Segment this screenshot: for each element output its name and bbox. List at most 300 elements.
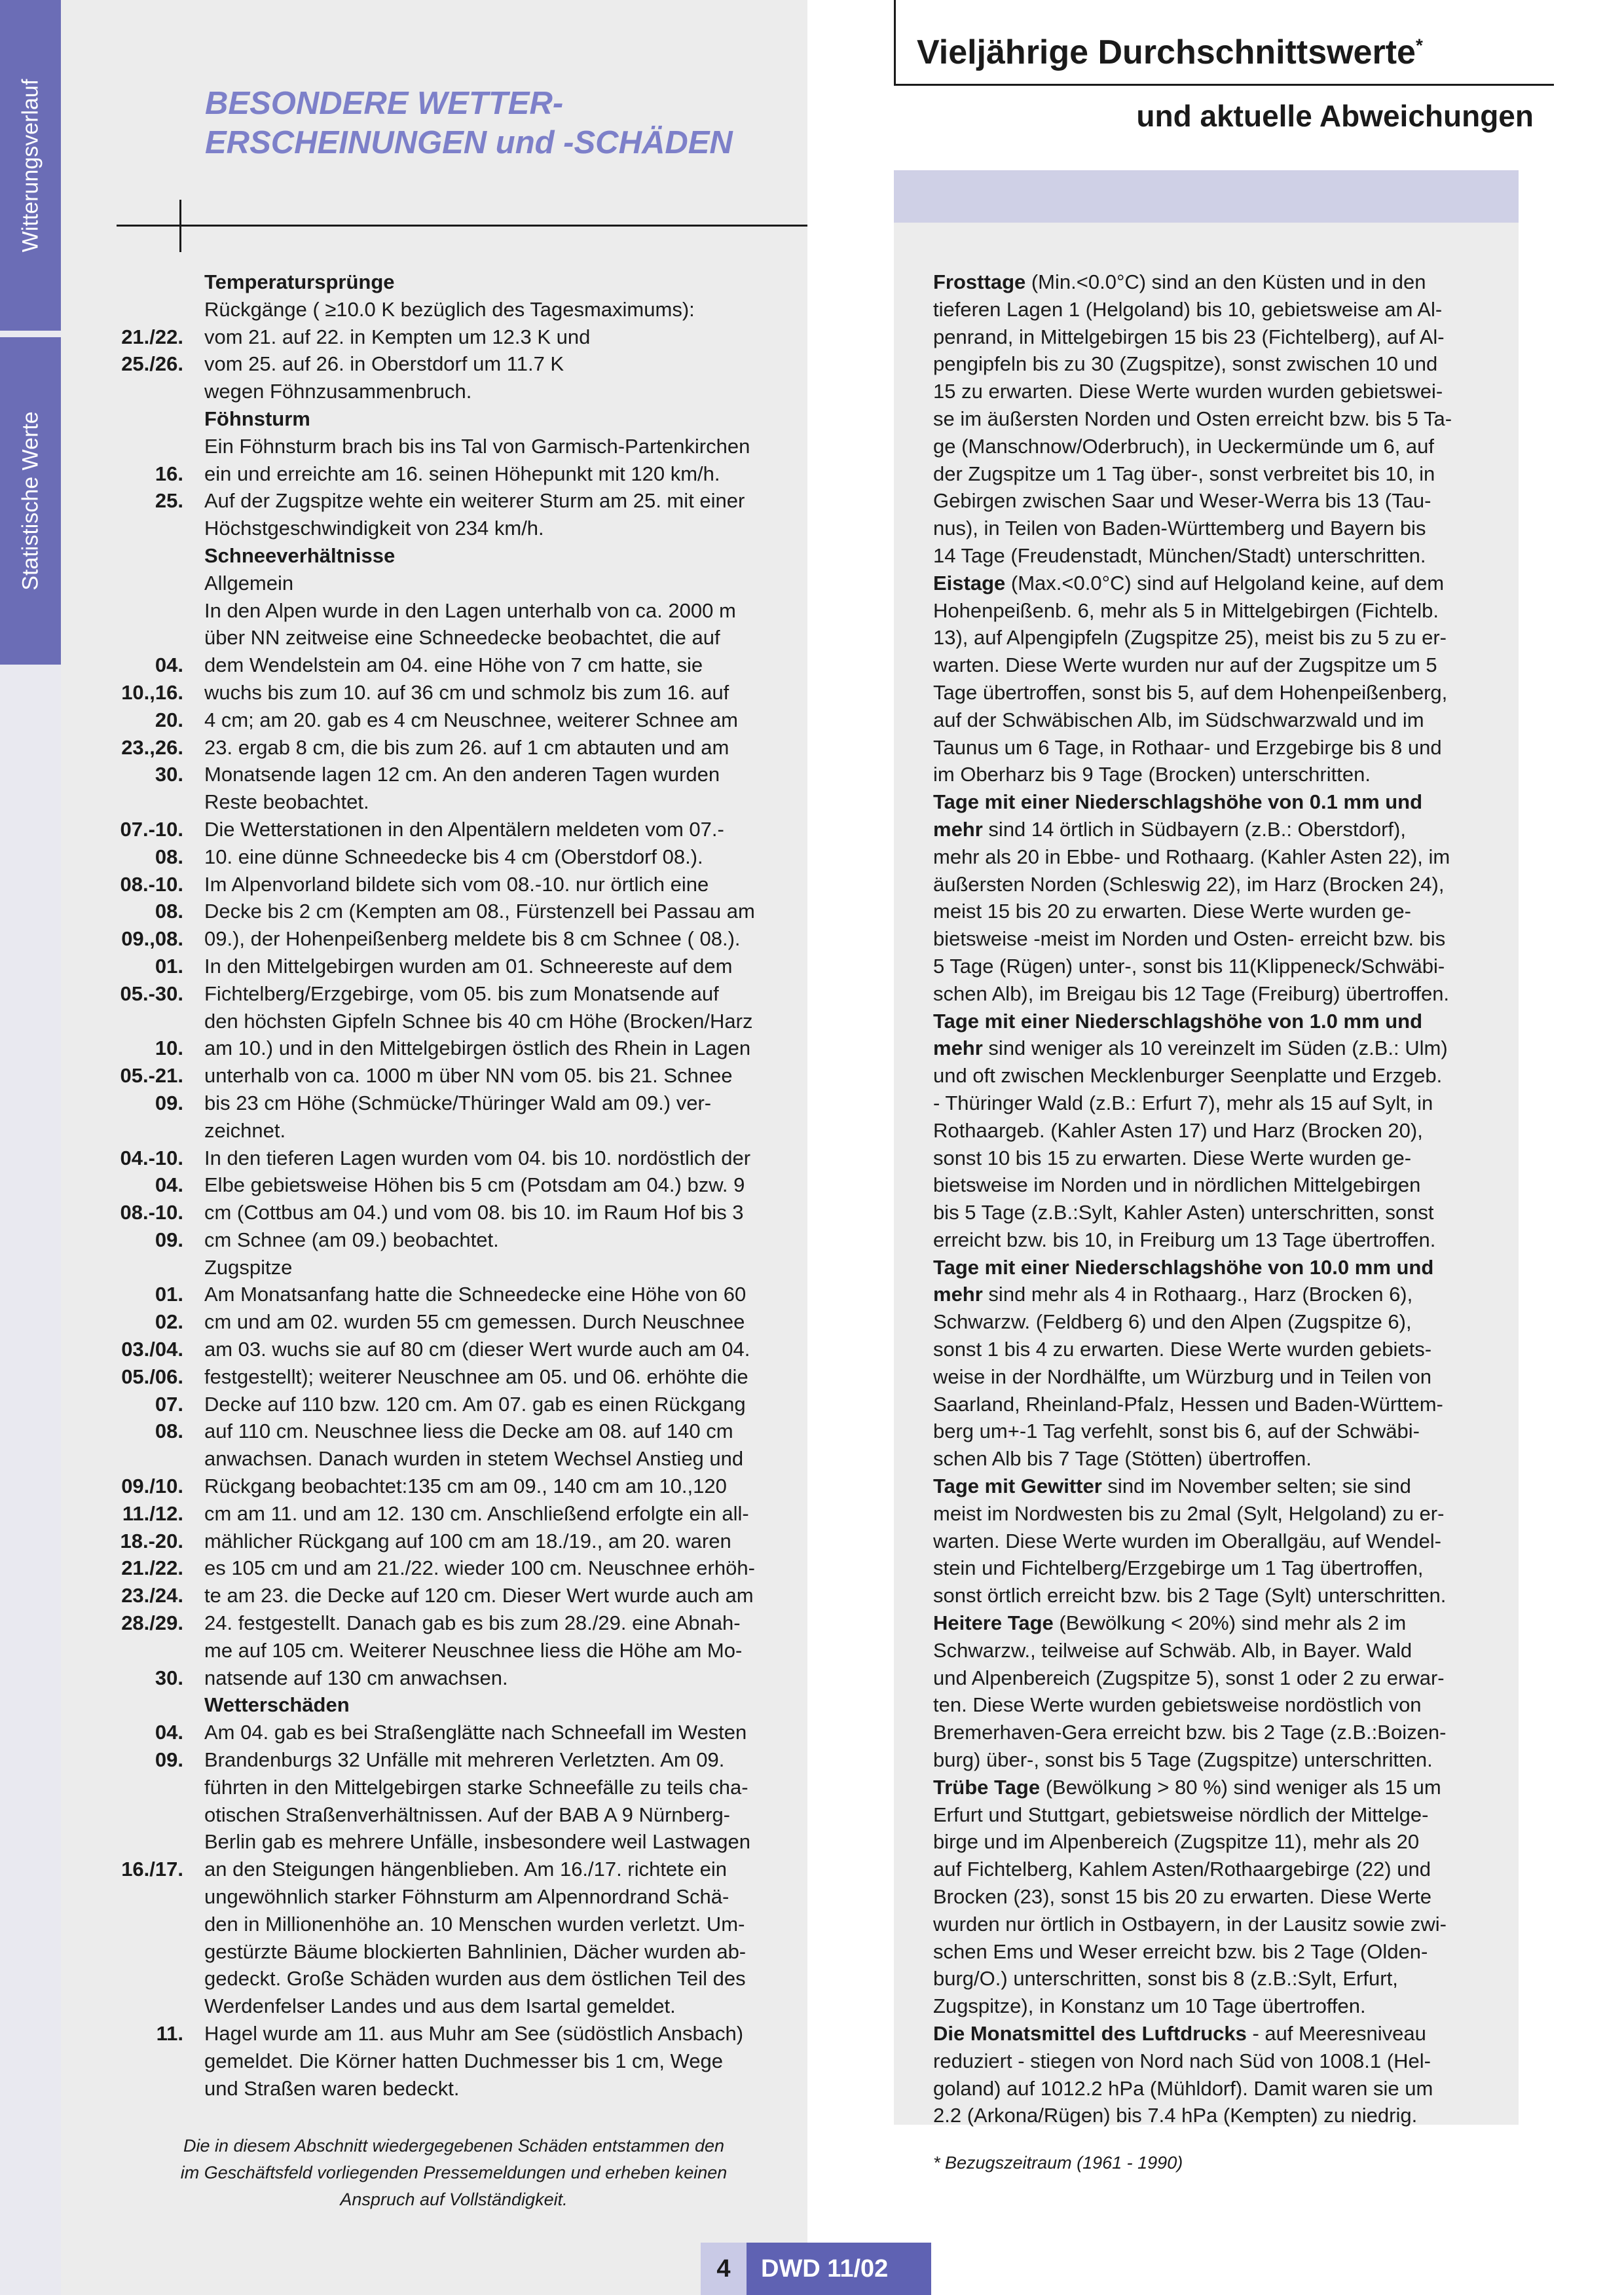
event-date: 03./04.	[121, 1338, 183, 1361]
text-line	[933, 433, 1509, 460]
event-date	[98, 433, 183, 460]
subheading: Schneeverhältnisse	[204, 543, 396, 567]
term-heading: Die Monatsmittel des Luftdrucks	[933, 2022, 1247, 2045]
event-text: Rückgang beobachtet:135 cm am 09., 140 cm am 10.,120	[204, 1475, 727, 1498]
text-segment: (Min.<0.0°C) sind an den Küsten und in den	[1025, 270, 1426, 293]
event-row	[98, 652, 807, 679]
event-text: am 03. wuchs sie auf 80 cm (dieser Wert wurde auch am 04.	[204, 1338, 750, 1361]
event-date: 09.	[155, 1228, 183, 1251]
subheading: Temperatursprünge	[204, 270, 395, 293]
text-line	[933, 1363, 1509, 1391]
term-heading: mehr	[933, 817, 983, 841]
text-segment: weise in der Nordhälfte, um Würzburg und in Teilen von	[933, 1365, 1432, 1388]
text-segment: äußersten Norden (Schleswig 22), im Harz (Brocken 24),	[933, 872, 1445, 896]
event-date	[98, 1691, 183, 1719]
event-text: Berlin gab es mehrere Unfälle, insbesondere weil Lastwagen	[204, 1830, 751, 1854]
section-rule	[117, 225, 807, 227]
event-date: 11./12.	[122, 1501, 183, 1525]
event-row	[98, 1528, 807, 1555]
term-heading: Eistage	[933, 571, 1006, 595]
long-term-averages-text	[933, 268, 1509, 2129]
term-heading: Tage mit Gewitter	[933, 1475, 1102, 1498]
event-row	[98, 1911, 807, 1938]
text-segment: Erfurt und Stuttgart, gebietsweise nördlich der Mittelge-	[933, 1803, 1429, 1826]
text-line	[933, 925, 1509, 953]
event-text: te am 23. die Decke auf 120 cm. Dieser Wert wurde auch am	[204, 1584, 754, 1607]
text-segment: und Alpenbereich (Zugspitze 5), sonst 1 oder 2 zu erwar-	[933, 1666, 1445, 1689]
text-segment: stein und Fichtelberg/Erzgebirge um 1 Tag übertroffen,	[933, 1556, 1424, 1580]
event-row	[98, 1254, 807, 1281]
event-row	[98, 323, 807, 351]
text-line	[933, 2075, 1509, 2102]
text-segment: und oft zwischen Mecklenburger Seenplatte und Erzgeb.	[933, 1064, 1443, 1088]
text-line	[933, 2102, 1509, 2129]
text-line	[933, 1582, 1509, 1609]
text-line	[933, 898, 1509, 925]
event-text: gemeldet. Die Körner hatten Duchmesser bis 1 cm, Wege	[204, 2049, 724, 2072]
event-text: 24. festgestellt. Danach gab es bis zum 28./29. eine Abnah-	[204, 1611, 741, 1635]
text-line	[933, 1828, 1509, 1856]
event-row	[98, 487, 807, 515]
event-row	[98, 1199, 807, 1226]
text-line	[933, 1199, 1509, 1226]
text-line	[933, 1171, 1509, 1199]
text-line	[933, 2047, 1509, 2075]
event-date	[98, 1911, 183, 1938]
text-segment: - auf Meeresniveau	[1246, 2022, 1426, 2045]
event-row	[98, 1117, 807, 1145]
event-text: und Straßen waren bedeckt.	[204, 2076, 460, 2100]
text-segment: sind 14 örtlich in Südbayern (z.B.: Oberstdorf),	[982, 817, 1406, 841]
event-text: dem Wendelstein am 04. eine Höhe von 7 cm hatte, sie	[204, 653, 703, 677]
event-row	[98, 570, 807, 597]
event-text: auf 110 cm. Neuschnee liess die Decke am 08. auf 140 cm	[204, 1420, 733, 1443]
text-segment: ge (Manschnow/Oderbruch), in Ueckermünde um 6, auf	[933, 434, 1435, 458]
text-segment: 13), auf Alpengipfeln (Zugspitze 25), meist bis zu 5 zu er-	[933, 626, 1447, 650]
subheading: Wetterschäden	[204, 1693, 350, 1717]
text-segment: mehr als 20 in Ebbe- und Rothaarg. (Kahler Asten 22), im	[933, 845, 1450, 868]
text-segment: auf Fichtelberg, Kahlem Asten/Rothaargebirge (22) und	[933, 1858, 1431, 1881]
event-row	[98, 1554, 807, 1582]
event-date: 09./10.	[121, 1475, 183, 1498]
text-segment: pengipfeln bis zu 30 (Zugspitze), sonst zwischen 10 und	[933, 352, 1438, 376]
text-segment: 2.2 (Arkona/Rügen) bis 7.4 hPa (Kempten) zu niedrig.	[933, 2104, 1418, 2127]
text-line	[933, 761, 1509, 788]
text-segment: Hohenpeißenb. 6, mehr als 5 in Mittelgebirgen (Fichtelb.	[933, 598, 1439, 622]
event-row	[98, 1418, 807, 1445]
event-row	[98, 761, 807, 788]
text-segment: Schwarzw., teilweise auf Schwäb. Alb, in Bayer. Wald	[933, 1638, 1412, 1662]
text-line	[933, 1746, 1509, 1774]
event-date	[98, 1938, 183, 1966]
event-date	[98, 1445, 183, 1473]
text-segment: warten. Diese Werte wurden im Oberallgäu, auf Wendel-	[933, 1529, 1441, 1552]
event-date: 04.	[155, 1721, 183, 1744]
event-date: 23.,26.	[121, 735, 183, 759]
text-segment: sind mehr als 4 in Rothaarg., Harz (Brocken 6),	[982, 1283, 1413, 1306]
text-line	[933, 1801, 1509, 1829]
event-text: 10. eine dünne Schneedecke bis 4 cm (Oberstdorf 08.).	[204, 845, 703, 868]
side-tab-label: Witterungsverlauf	[18, 79, 43, 252]
event-date: 21./22.	[121, 1556, 183, 1580]
text-segment: bis 5 Tage (z.B.:Sylt, Kahler Asten) unterschritten, sonst	[933, 1201, 1434, 1224]
event-text: an den Steigungen hängenblieben. Am 16./17. richtete ein	[204, 1858, 728, 1881]
event-row	[98, 1363, 807, 1391]
event-row	[98, 925, 807, 953]
event-row	[98, 542, 807, 570]
event-date	[98, 2047, 183, 2075]
event-row	[98, 405, 807, 433]
event-row	[98, 1500, 807, 1528]
event-row	[98, 378, 807, 405]
event-date: 21./22.	[121, 325, 183, 348]
text-line	[933, 1965, 1509, 1992]
event-date: 23./24.	[121, 1584, 183, 1607]
text-line	[933, 1554, 1509, 1582]
event-row	[98, 1336, 807, 1363]
event-text: den höchsten Gipfeln Schnee bis 40 cm Höhe (Brocken/Harz	[204, 1009, 753, 1033]
term-heading: mehr	[933, 1283, 983, 1306]
event-date: 04.-10.	[120, 1146, 183, 1169]
text-segment: Zugspitze), in Konstanz um 10 Tage übertroffen.	[933, 1994, 1366, 2018]
event-text: es 105 cm und am 21./22. wieder 100 cm. Neuschnee erhöh-	[204, 1556, 755, 1580]
event-text: bis 23 cm Höhe (Schmücke/Thüringer Wald am 09.) ver-	[204, 1091, 712, 1114]
event-date: 08.-10.	[120, 1201, 183, 1224]
event-date: 30.	[155, 1666, 183, 1689]
event-row	[98, 679, 807, 707]
event-date	[98, 570, 183, 597]
event-date: 09.,08.	[121, 927, 183, 951]
side-tab-statistische-werte[interactable]	[0, 337, 61, 665]
event-date: 25.	[155, 489, 183, 513]
text-line	[933, 1856, 1509, 1883]
text-line	[933, 707, 1509, 734]
event-row	[98, 1774, 807, 1801]
event-row	[98, 980, 807, 1008]
event-row	[98, 515, 807, 542]
event-row	[98, 1938, 807, 1966]
text-line	[933, 1035, 1509, 1062]
side-tab-witterungsverlauf[interactable]	[0, 0, 61, 331]
text-segment: berg um+-1 Tag verfehlt, sonst bis 6, auf der Schwäbi-	[933, 1420, 1420, 1443]
event-date	[98, 405, 183, 433]
event-text: ungewöhnlich starker Föhnsturm am Alpennordrand Schä-	[204, 1885, 729, 1909]
reference-period-footnote: * Bezugszeitraum (1961 - 1990)	[933, 2153, 1183, 2173]
event-text: unterhalb von ca. 1000 m über NN vom 05. bis 21. Schnee	[204, 1064, 733, 1088]
event-text: wegen Föhnzusammenbruch.	[204, 380, 472, 403]
text-line	[933, 597, 1509, 625]
event-row	[98, 707, 807, 734]
text-line	[933, 268, 1509, 296]
text-line	[933, 1473, 1509, 1500]
term-heading: mehr	[933, 1037, 983, 1060]
event-date	[98, 788, 183, 816]
event-row	[98, 268, 807, 296]
event-date	[98, 1992, 183, 2020]
event-text: Am 04. gab es bei Straßenglätte nach Schneefall im Westen	[204, 1721, 747, 1744]
event-date: 20.	[155, 708, 183, 731]
text-segment: Schwarzw. (Feldberg 6) und den Alpen (Zugspitze 6),	[933, 1310, 1412, 1334]
event-date: 08.	[155, 900, 183, 923]
event-text: Reste beobachtet.	[204, 790, 369, 814]
event-text: In den Alpen wurde in den Lagen unterhalb von ca. 2000 m	[204, 598, 736, 622]
text-line	[933, 843, 1509, 871]
section-title: BESONDERE WETTER- ERSCHEINUNGEN und -SCHÄDEN	[205, 86, 733, 160]
term-heading: Tage mit einer Niederschlagshöhe von 0.1 mm und	[933, 790, 1423, 814]
section-rule-tick	[179, 200, 181, 252]
text-line	[933, 1691, 1509, 1719]
text-line	[933, 1664, 1509, 1692]
text-segment: birge und im Alpenbereich (Zugspitze 11), mehr als 20	[933, 1830, 1420, 1854]
event-date	[98, 296, 183, 323]
event-row	[98, 1226, 807, 1254]
event-date: 30.	[155, 763, 183, 786]
event-row	[98, 734, 807, 762]
event-text: cm und am 02. wurden 55 cm gemessen. Durch Neuschnee	[204, 1310, 745, 1334]
text-segment: burg/O.) unterschritten, sonst bis 8 (z.B.:Sylt, Erfurt,	[933, 1967, 1398, 1991]
event-date	[98, 1965, 183, 1992]
text-line	[933, 1719, 1509, 1746]
event-text: zeichnet.	[204, 1118, 286, 1142]
text-segment: Rothaargeb. (Kahler Asten 17) und Harz (Brocken 20),	[933, 1118, 1423, 1142]
event-text: über NN zeitweise eine Schneedecke beobachtet, die auf	[204, 626, 720, 650]
text-segment: - Thüringer Wald (z.B.: Erfurt 7), mehr als 15 auf Sylt, in	[933, 1091, 1433, 1114]
text-segment: der Zugspitze um 1 Tag über-, sonst verbreitet bis 10, in	[933, 462, 1435, 485]
event-date: 09.	[155, 1748, 183, 1772]
event-text: Zugspitze	[204, 1255, 293, 1279]
event-text: den in Millionenhöhe an. 10 Menschen wurden verletzt. Um-	[204, 1912, 745, 1936]
event-row	[98, 2075, 807, 2102]
event-row	[98, 1473, 807, 1500]
event-text: Decke auf 110 bzw. 120 cm. Am 07. gab es einen Rückgang	[204, 1392, 746, 1416]
text-line	[933, 1336, 1509, 1363]
event-row	[98, 1637, 807, 1664]
event-row	[98, 1609, 807, 1637]
event-date: 16.	[155, 462, 183, 485]
event-date	[98, 1828, 183, 1856]
text-line	[933, 1117, 1509, 1145]
event-text: gedeckt. Große Schäden wurden aus dem östlichen Teil des	[204, 1967, 746, 1991]
event-text: 23. ergab 8 cm, die bis zum 26. auf 1 cm abtauten und am	[204, 735, 729, 759]
text-segment: Taunus um 6 Tage, in Rothaar- und Erzgebirge bis 8 und	[933, 735, 1442, 759]
text-segment: auf der Schwäbischen Alb, im Südschwarzwald und im	[933, 708, 1424, 731]
text-line	[933, 542, 1509, 570]
event-row	[98, 460, 807, 488]
text-line	[933, 2020, 1509, 2047]
event-date	[98, 1008, 183, 1035]
text-segment: penrand, in Mittelgebirgen 15 bis 23 (Fichtelberg), auf Al-	[933, 325, 1445, 348]
event-text: me auf 105 cm. Weiterer Neuschnee liess die Höhe am Mo-	[204, 1638, 743, 1662]
event-text: Elbe gebietsweise Höhen bis 5 cm (Potsdam am 04.) bzw. 9	[204, 1173, 745, 1197]
text-line	[933, 570, 1509, 597]
event-date: 08.-10.	[120, 872, 183, 896]
event-row	[98, 1965, 807, 1992]
text-segment: (Bewölkung < 20%) sind mehr als 2 im	[1053, 1611, 1407, 1635]
text-line	[933, 515, 1509, 542]
event-row	[98, 433, 807, 460]
text-line	[933, 953, 1509, 980]
text-segment: sonst 10 bis 15 zu erwarten. Diese Werte wurden ge-	[933, 1146, 1412, 1169]
text-line	[933, 1938, 1509, 1966]
event-date: 01.	[155, 954, 183, 978]
text-line	[933, 1254, 1509, 1281]
event-text: Auf der Zugspitze wehte ein weiterer Sturm am 25. mit einer	[204, 489, 745, 513]
event-text: In den Mittelgebirgen wurden am 01. Schneereste auf dem	[204, 954, 733, 978]
event-row	[98, 1035, 807, 1062]
event-row	[98, 871, 807, 898]
text-segment: Tage übertroffen, sonst bis 5, auf dem Hohenpeißenberg,	[933, 680, 1448, 704]
side-tab-label: Statistische Werte	[18, 411, 43, 591]
text-segment: schen Alb), im Breigau bis 12 Tage (Freiburg) übertroffen.	[933, 982, 1450, 1005]
publication-label: DWD 11/02	[761, 2255, 889, 2283]
text-line	[933, 1637, 1509, 1664]
event-row	[98, 1746, 807, 1774]
text-line	[933, 1774, 1509, 1801]
event-text: Fichtelberg/Erzgebirge, vom 05. bis zum Monatsende auf	[204, 982, 719, 1005]
text-segment: schen Ems und Weser erreicht bzw. bis 2 Tage (Olden-	[933, 1939, 1428, 1963]
text-line	[933, 652, 1509, 679]
sources-note: Die in diesem Abschnitt wiedergegebenen Schäden entstammen den im Geschäftsfeld vorliegenden Pressemeldungen und erheben keinen Anspruch auf Vollständigkeit.	[180, 2136, 728, 2209]
event-date: 28./29.	[121, 1611, 183, 1635]
event-date	[98, 1883, 183, 1911]
text-line	[933, 1090, 1509, 1117]
event-date	[98, 1774, 183, 1801]
event-date: 05.-21.	[120, 1064, 183, 1088]
event-text: wuchs bis zum 10. auf 36 cm und schmolz bis zum 16. auf	[204, 680, 729, 704]
event-row	[98, 2020, 807, 2047]
event-text: Werdenfelser Landes und aus dem Isartal gemeldet.	[204, 1994, 676, 2018]
event-text: Rückgänge ( ≥10.0 K bezüglich des Tagesmaximums):	[204, 297, 695, 321]
event-text: natsende auf 130 cm anwachsen.	[204, 1666, 508, 1689]
term-heading: Heitere Tage	[933, 1611, 1054, 1635]
event-date: 10.,16.	[121, 680, 183, 704]
event-date: 25./26.	[121, 352, 183, 376]
event-text: mählicher Rückgang auf 100 cm am 18./19., am 20. waren	[204, 1529, 731, 1552]
event-text: 09.), der Hohenpeißenberg meldete bis 8 cm Schnee ( 08.).	[204, 927, 741, 951]
event-row	[98, 1691, 807, 1719]
text-line	[933, 816, 1509, 843]
text-line	[933, 405, 1509, 433]
text-segment: sonst 1 bis 4 zu erwarten. Diese Werte wurden gebiets-	[933, 1338, 1432, 1361]
event-text: Monatsende lagen 12 cm. An den anderen Tagen wurden	[204, 763, 720, 786]
event-row	[98, 1171, 807, 1199]
event-row	[98, 1145, 807, 1172]
event-date: 10.	[155, 1037, 183, 1060]
event-row	[98, 1828, 807, 1856]
event-date	[98, 1637, 183, 1664]
event-date	[98, 2075, 183, 2102]
text-segment: Gebirgen zwischen Saar und Weser-Werra bis 13 (Tau-	[933, 489, 1431, 513]
text-segment: Brocken (23), sonst 15 bis 20 zu erwarten. Diese Werte	[933, 1885, 1431, 1909]
text-line	[933, 788, 1509, 816]
text-line	[933, 323, 1509, 351]
event-text: festgestellt); weiterer Neuschnee am 05. und 06. erhöhte die	[204, 1365, 748, 1388]
text-line	[933, 378, 1509, 405]
event-date: 16./17.	[121, 1858, 183, 1881]
event-row	[98, 1883, 807, 1911]
term-heading: Trübe Tage	[933, 1775, 1041, 1799]
event-date: 05.-30.	[120, 982, 183, 1005]
event-text: vom 25. auf 26. in Oberstdorf um 11.7 K	[204, 352, 564, 376]
event-text: cm am 11. und am 12. 130 cm. Anschließend erfolgte ein all-	[204, 1501, 749, 1525]
event-row	[98, 350, 807, 378]
text-segment: nus), in Teilen von Baden-Württemberg und Bayern bis	[933, 517, 1426, 540]
text-segment: erreicht bzw. bis 10, in Freiburg um 13 Tage übertroffen.	[933, 1228, 1436, 1251]
text-line	[933, 1008, 1509, 1035]
text-line	[933, 1992, 1509, 2020]
event-text: am 10.) und in den Mittelgebirgen östlich des Rhein in Lagen	[204, 1037, 751, 1060]
text-segment: 14 Tage (Freudenstadt, München/Stadt) unterschritten.	[933, 543, 1426, 567]
event-row	[98, 1062, 807, 1090]
event-row	[98, 1281, 807, 1308]
event-text: Allgemein	[204, 571, 294, 595]
event-text: gestürzte Bäume blockierten Bahnlinien, Dächer wurden ab-	[204, 1939, 747, 1963]
term-heading: Frosttage	[933, 270, 1026, 293]
weather-events-text	[98, 268, 807, 2102]
text-line	[933, 1281, 1509, 1308]
event-date	[98, 597, 183, 625]
event-row	[98, 1090, 807, 1117]
text-segment: Saarland, Rheinland-Pfalz, Hessen und Baden-Württem-	[933, 1392, 1443, 1416]
subheading: Föhnsturm	[204, 407, 310, 430]
event-date	[98, 378, 183, 405]
text-line	[933, 1308, 1509, 1336]
event-row	[98, 296, 807, 323]
page-title: Vieljährige Durchschnittswerte*	[917, 33, 1423, 71]
text-line	[933, 1226, 1509, 1254]
text-line	[933, 1500, 1509, 1528]
text-segment: schen Alb bis 7 Tage (Stötten) übertroffen.	[933, 1447, 1312, 1471]
text-segment: sonst örtlich erreicht bzw. bis 2 Tage (Sylt) unterschritten.	[933, 1584, 1447, 1607]
event-date: 11.	[156, 2022, 183, 2045]
event-date	[98, 268, 183, 296]
event-row	[98, 1391, 807, 1418]
event-row	[98, 1582, 807, 1609]
text-line	[933, 871, 1509, 898]
text-segment: meist im Nordwesten bis zu 2mal (Sylt, Helgoland) zu er-	[933, 1501, 1445, 1525]
text-segment: goland) auf 1012.2 hPa (Mühldorf). Damit waren sie um	[933, 2076, 1433, 2100]
text-line	[933, 1391, 1509, 1418]
text-segment: (Bewölkung > 80 %) sind weniger als 15 um	[1040, 1775, 1441, 1799]
event-date	[98, 1254, 183, 1281]
text-line	[933, 1609, 1509, 1637]
text-segment: sind weniger als 10 vereinzelt im Süden (z.B.: Ulm)	[982, 1037, 1448, 1060]
event-text: führten in den Mittelgebirgen starke Schneefälle zu teils cha-	[204, 1775, 748, 1799]
event-date: 01.	[155, 1283, 183, 1306]
text-segment: bietsweise im Norden und in nördlichen Mittelgebirgen	[933, 1173, 1421, 1197]
text-line	[933, 734, 1509, 762]
event-text: vom 21. auf 22. in Kempten um 12.3 K und	[204, 325, 591, 348]
side-strip	[0, 0, 61, 2295]
text-segment: se im äußersten Norden und Osten erreicht bzw. bis 5 Ta-	[933, 407, 1452, 430]
text-line	[933, 1145, 1509, 1172]
event-row	[98, 1719, 807, 1746]
page-number: 4	[701, 2243, 747, 2295]
text-line	[933, 1418, 1509, 1445]
text-segment: wurden nur örtlich in Ostbayern, in der Lausitz sowie zwi-	[933, 1912, 1447, 1936]
event-row	[98, 953, 807, 980]
text-line	[933, 487, 1509, 515]
event-row	[98, 843, 807, 871]
event-date: 02.	[155, 1310, 183, 1334]
event-date: 09.	[155, 1091, 183, 1114]
event-row	[98, 597, 807, 625]
event-date	[98, 1117, 183, 1145]
text-segment: reduziert - stiegen von Nord nach Süd von 1008.1 (Hel-	[933, 2049, 1431, 2072]
event-text: cm (Cottbus am 04.) und vom 08. bis 10. im Raum Hof bis 3	[204, 1201, 744, 1224]
event-date: 07.-10.	[120, 817, 183, 841]
event-date	[98, 1801, 183, 1829]
